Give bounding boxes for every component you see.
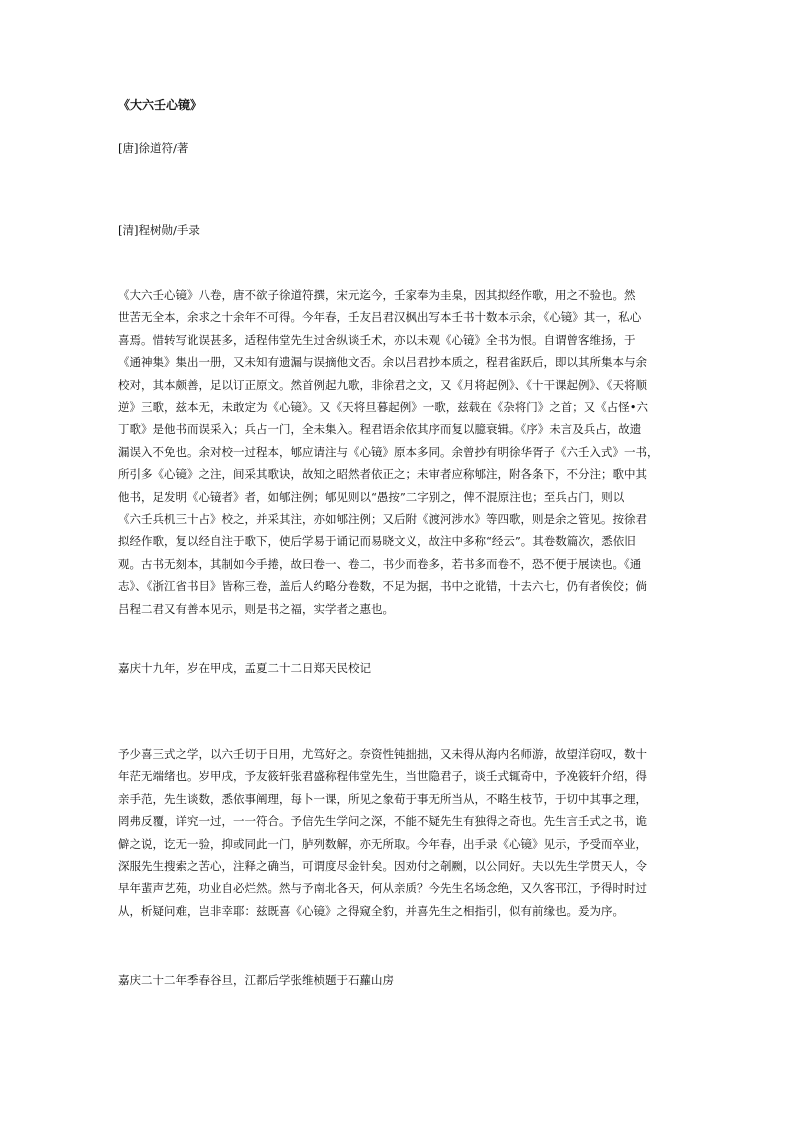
- text-line: 深服先生搜索之苦心，注释之确当，可谓度尽金针矣。因劝付之剞劂，以公同好。夫以先生学贯天人，令: [118, 859, 647, 874]
- transcriber-line: [清]程树勋/手录: [118, 223, 200, 237]
- text-line: 罔弗反覆，详究一过，一一符合。予信先生学问之深，不能不疑先生有独得之奇也。先生言壬式之书，诡: [118, 814, 647, 829]
- text-line: 《大六壬心镜》八卷，唐不欲子徐道符撰，宋元迄今，壬家奉为圭臬，因其拟经作歌，用之不验也。然: [118, 288, 636, 302]
- text-line: 从，析疑问难，岂非幸耶：兹既喜《心镜》之得窥全豹，并喜先生之相指引，似有前缘也。爰为序。: [118, 903, 624, 918]
- signature-2: 嘉庆二十二年季春谷旦，江都后学张维桢题于石蘿山房: [118, 973, 394, 987]
- text-line: 志》、《浙江省书目》皆称三卷，盖后人约略分卷数，不足为据，书中之讹错，十去六七，仍有者俟佼；倘: [118, 579, 647, 594]
- text-line: 逆》三歌，兹本无，未敢定为《心镜》。又《天将旦暮起例》一歌，兹载在《杂将门》之首；又《占怪•六: [118, 400, 649, 415]
- text-line: 年茫无端绪也。岁甲戌，予友筱轩张君盛称程伟堂先生，当世隐君子，谈壬式辄奇中，予凂筱轩介绍，得: [118, 769, 647, 784]
- book-title: 《大六壬心镜》: [118, 98, 203, 112]
- signature-1: 嘉庆十九年，岁在甲戌，孟夏二十二日郑天民校记: [118, 661, 371, 675]
- text-line: 世苦无全本，余求之十余年不可得。今年春，壬友吕君汉枫出写本壬书十数本示余，《心镜》其一，私心: [118, 310, 642, 325]
- text-line: 早年蜚声艺苑，功业自必烂然。然与予南北各天，何从亲质？今先生名场念绝，又久客邗江，予得时时过: [118, 881, 647, 896]
- text-line: 僻之说，讫无一验，抑或同此一门，胪列数解，亦无所取。今年春，出手录《心镜》见示，予受而卒业，: [118, 836, 647, 851]
- text-line: 喜焉。惜转写讹误甚多，适程伟堂先生过舍纵谈壬术，亦以未观《心镜》全书为恨。自谓曾客维扬，于: [118, 332, 636, 347]
- text-line: 丁歌》是他书而误采入；兵占一门，全未集入。程君语余依其序而复以臆衰辑。《序》未言及兵占，故遗: [118, 422, 642, 437]
- text-line: 予少喜三式之学，以六壬切于日用，尤笃好之。奈资性钝拙拙，又未得从海内名师游，故望洋窃叹，数十: [118, 747, 647, 761]
- text-line: 《通神集》集出一册，又未知有遗漏与误摘他文否。余以吕君抄本质之，程君雀跃后，即以其所集本与余: [118, 355, 647, 370]
- preface-paragraph-2: [118, 743, 678, 922]
- text-line: 亲手范，先生谈数，悉依事阐理，每卜一课，所见之象荀于事无所当从，不略生枝节，于切中其事之理，: [118, 791, 647, 806]
- text-line: 观。古书无刻本，其制如今手捲，故曰卷一、卷二，书少而卷多，若书多而卷不，恐不便于展读也。《通: [118, 556, 642, 571]
- text-line: 漏误入不免也。余对校一过程本，郇应请注与《心镜》原本多同。余曾抄有明徐华胥子《六壬入式》一书，: [118, 444, 659, 459]
- text-line: 拟经作歌，复以经自注于歌下，使后学易于诵记而易晓文义，故注中多称“经云”。其卷数篇次，悉依旧: [118, 534, 636, 549]
- text-line: 校对，其本颇善，足以订正原文。然首例起九歌，非徐君之文，又《月将起例》、《十干课起例》、《天将顺: [118, 377, 647, 392]
- text-line: 吕程二君又有善本见示，则是书之福，实学者之惠也。: [118, 601, 394, 616]
- text-line: 所引多《心镜》之注，间采其歌诀，故知之昭然者依正之；未审者应称郇注，附各条下，不分注；歌中其: [118, 467, 647, 482]
- text-line: 他书，足发明《心镜者》者，如郇注例；郇见则以“愚按”二字别之，俾不混原注也；至兵占门，则以: [118, 489, 625, 504]
- author-line: [唐]徐道符/著: [118, 141, 189, 155]
- text-line: 《六壬兵机三十占》校之，并采其注，亦如郇注例；又后附《渡河涉水》等四歌，则是余之管见。按徐君: [118, 512, 647, 527]
- preface-paragraph-1: [118, 284, 678, 620]
